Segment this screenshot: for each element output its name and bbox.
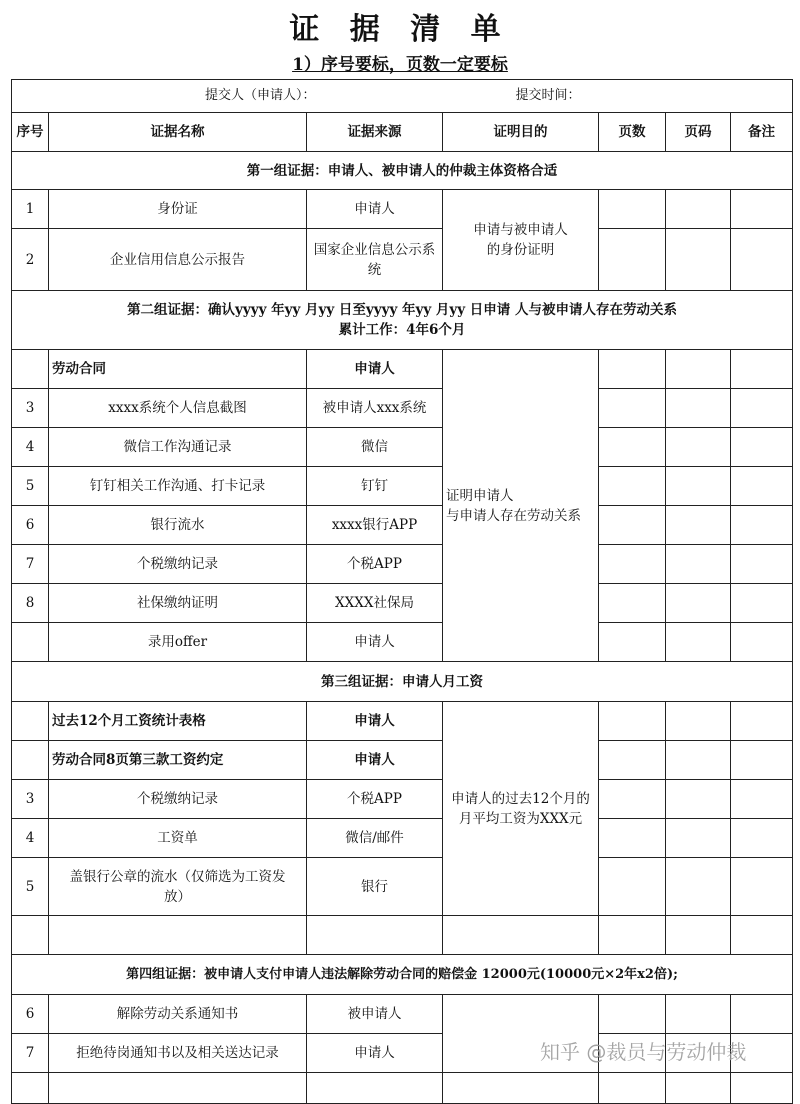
- document-title: 证 据 清 单: [289, 12, 511, 47]
- table-row: 8 社保缴纳证明 XXXX社保局: [12, 584, 793, 623]
- watermark: 知乎 @裁员与劳动仲裁: [540, 1040, 747, 1064]
- group-2-purpose: 证明申请人 与申请人存在劳动关系: [443, 350, 599, 662]
- table-row: 7 个税缴纳记录 个税APP: [12, 545, 793, 584]
- table-row: 4 微信工作沟通记录 微信: [12, 428, 793, 467]
- document-subtitle: 1）序号要标，页数一定要标: [292, 55, 508, 75]
- table-row: 劳动合同 申请人 证明申请人 与申请人存在劳动关系: [12, 350, 793, 389]
- group-1-title-row: [12, 152, 793, 190]
- header-row: [12, 113, 793, 152]
- group-1-purpose: 申请与被申请人 的身份证明: [443, 190, 599, 291]
- table-row: 5 钉钉相关工作沟通、打卡记录 钉钉: [12, 467, 793, 506]
- col-header-page-no: 页码: [666, 113, 731, 152]
- table-row: 6 银行流水 xxxx银行APP: [12, 506, 793, 545]
- table-row: 6 解除劳动关系通知书 被申请人: [12, 995, 793, 1034]
- table-row: [12, 916, 793, 955]
- group-3-title-row: [12, 662, 793, 702]
- table-row: 3 个税缴纳记录 个税APP: [12, 780, 793, 819]
- group-2-title-row: [12, 291, 793, 350]
- col-header-purpose: 证明目的: [443, 113, 599, 152]
- table-row: [12, 1073, 793, 1104]
- col-header-remarks: 备注: [731, 113, 793, 152]
- table-row: 1 身份证 申请人 申请与被申请人 的身份证明: [12, 190, 793, 229]
- table-row: 过去12个月工资统计表格 申请人 申请人的过去12个月的 月平均工资为XXX元: [12, 702, 793, 741]
- table-row: 劳动合同8页第三款工资约定 申请人: [12, 741, 793, 780]
- table-row: 录用offer 申请人: [12, 623, 793, 662]
- time-label: 提交时间：: [515, 88, 581, 103]
- group-1-title: 第一组证据：申请人、被申请人的仲裁主体资格合适: [12, 152, 793, 190]
- table-row: 4 工资单 微信/邮件: [12, 819, 793, 858]
- group-2-title: 第二组证据：确认yyyy 年yy 月yy 日至yyyy 年yy 月yy 日申请 人与被申请人存在劳动关系 累计工作：4年6个月: [12, 291, 793, 350]
- table-row: 2 企业信用信息公示报告 国家企业信息公示系 统: [12, 229, 793, 291]
- meta-row: [12, 80, 793, 113]
- group-3-title: 第三组证据：申请人月工资: [12, 662, 793, 702]
- group-3-purpose: 申请人的过去12个月的 月平均工资为XXX元: [443, 702, 599, 916]
- col-header-no: 序号: [12, 113, 49, 152]
- table-row: 7 拒绝待岗通知书以及相关送达记录 申请人: [12, 1034, 793, 1073]
- group-4-title: 第四组证据：被申请人支付申请人违法解除劳动合同的赔偿金 12000元(10000元×2年x2倍);: [12, 955, 793, 995]
- col-header-pages: 页数: [599, 113, 666, 152]
- submitter-label: 提交人（申请人）：: [205, 88, 316, 103]
- table-row: 3 xxxx系统个人信息截图 被申请人xxx系统: [12, 389, 793, 428]
- col-header-name: 证据名称: [49, 113, 307, 152]
- table-row: 5 盖银行公章的流水（仅筛选为工资发 放） 银行: [12, 858, 793, 916]
- evidence-table: [11, 79, 793, 1104]
- col-header-source: 证据来源: [307, 113, 443, 152]
- group-4-title-row: [12, 955, 793, 995]
